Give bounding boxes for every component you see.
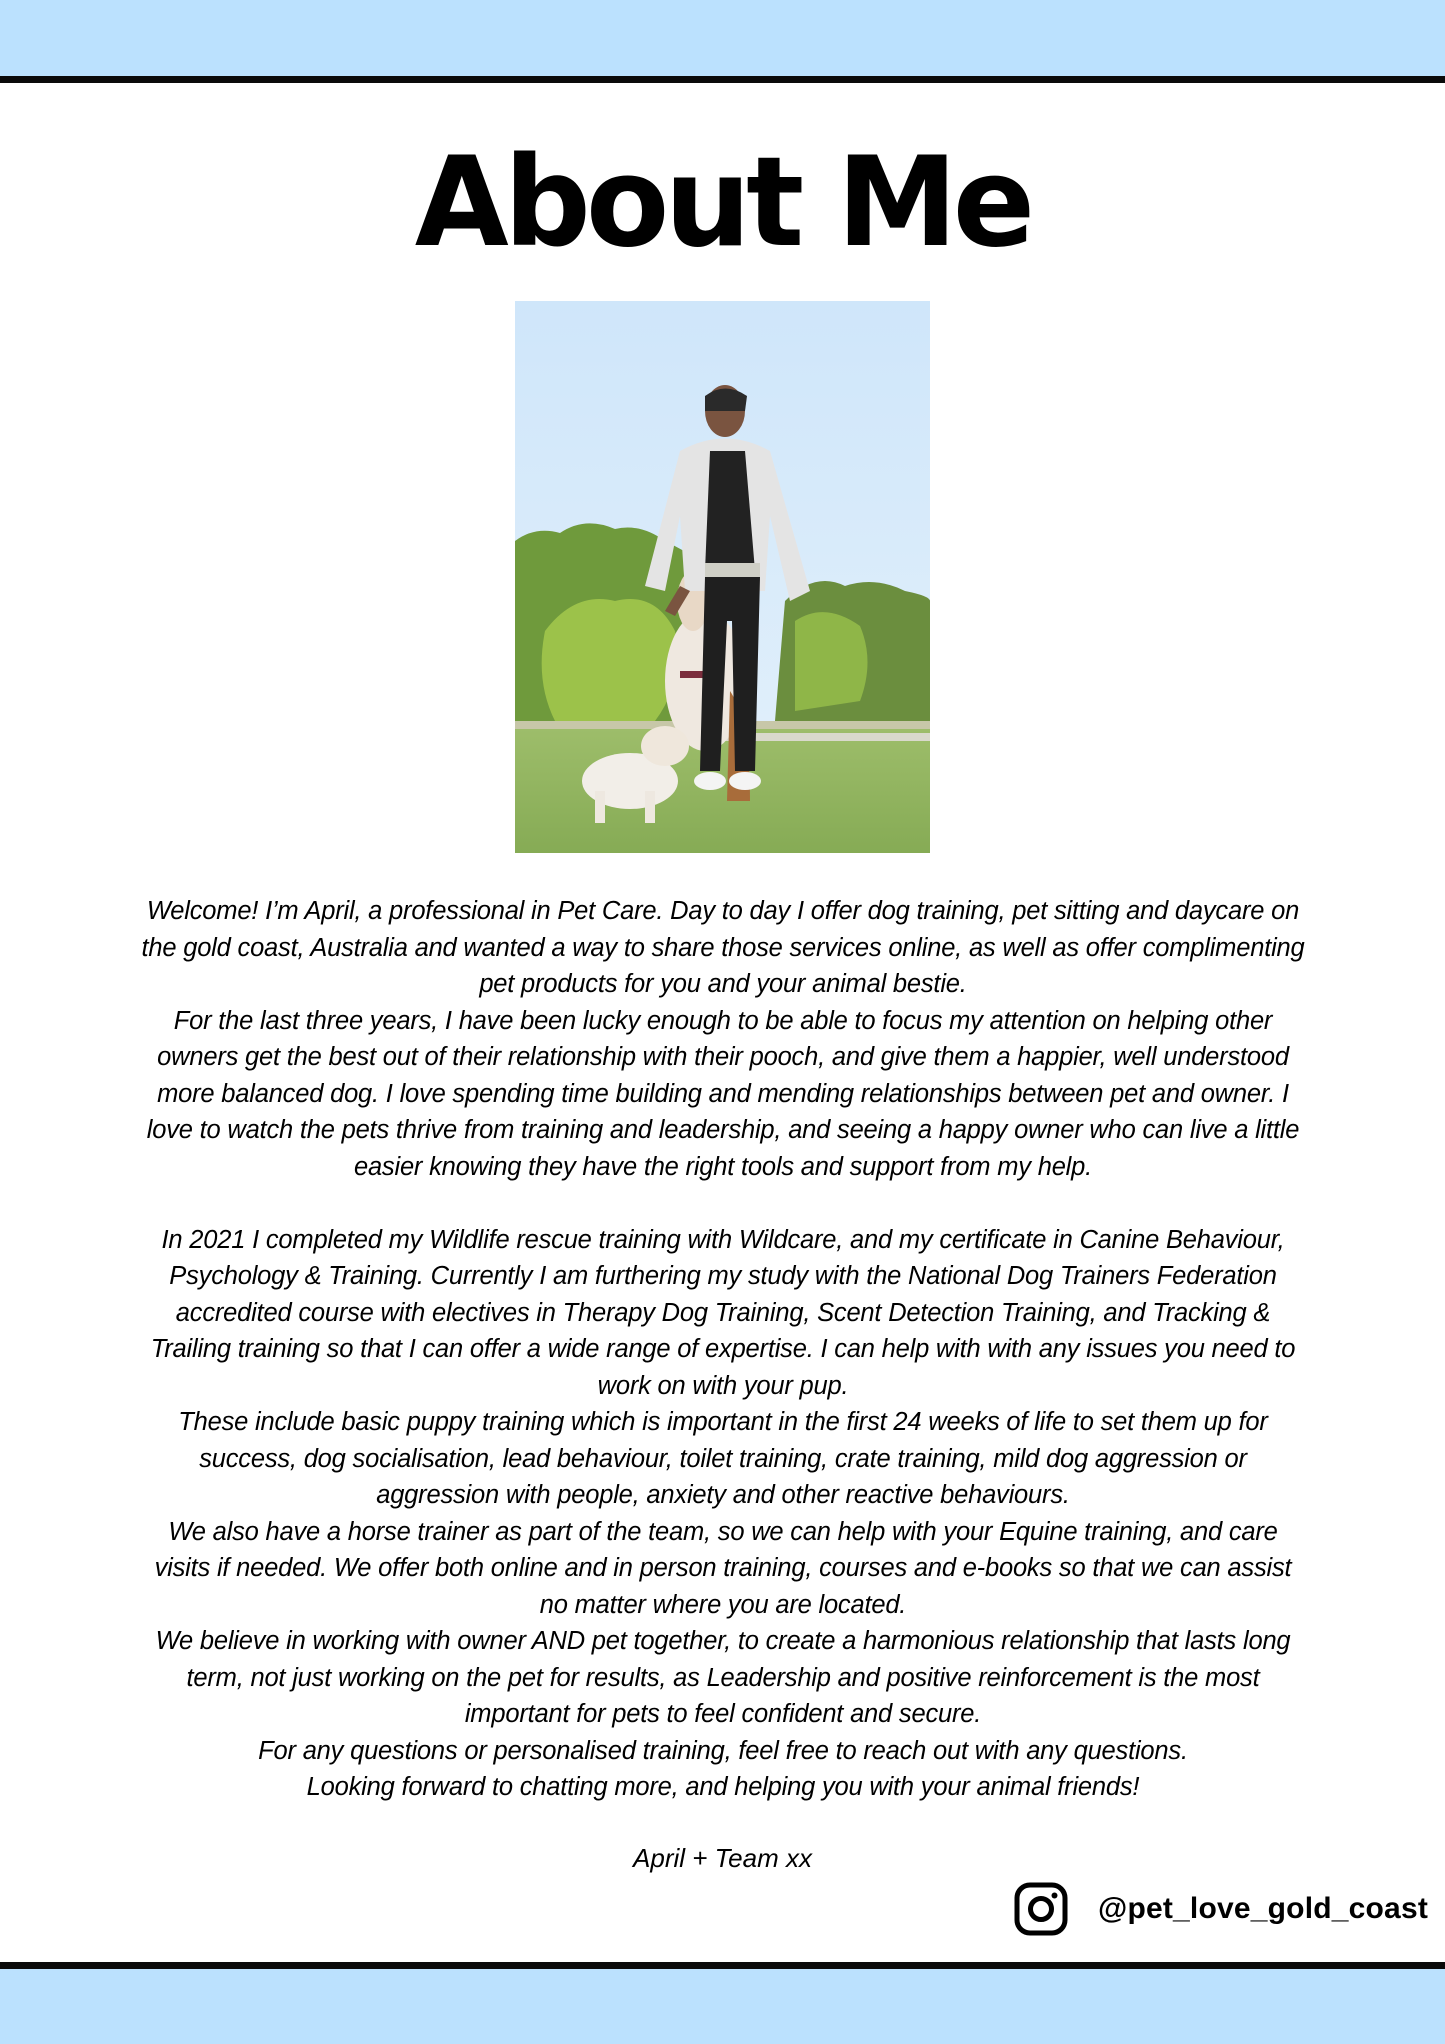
about-paragraph-philosophy: We believe in working with owner AND pet together, to create a harmonious relationship that lasts long term, not just working on the pet for results, as Leadership and positive reinforcement is the most important for pets to feel confident and secure. [155,1627,1291,1728]
page-title: About Me [414,131,1031,275]
instagram-link[interactable] [1014,1881,1428,1937]
about-body [138,893,1308,1806]
profile-photo [515,301,930,853]
about-paragraph-contact: For any questions or personalised training, feel free to reach out with any questions. [258,1736,1188,1765]
header-band [0,0,1445,76]
about-paragraph-qualifications: In 2021 I completed my Wildlife rescue training with Wildcare, and my certificate in Canine Behaviour, Psychology & Training. Currently I am furthering my study with the National Dog Trainers Federation accredited course with electives in Therapy Dog Training, Scent Detection Training, and Tracking & Trailing training so that I can offer a wide range of expertise. I can help with with any issues you need to work on with your pup. [150,1225,1296,1400]
about-paragraph-equine: We also have a horse trainer as part of the team, so we can help with your Equine training, and care visits if needed. We offer both online and in person training, courses and e-books so that we can assist no matter where you are located. [154,1517,1292,1619]
about-paragraph-services: These include basic puppy training which is important in the first 24 weeks of life to set them up for success, dog socialisation, lead behaviour, toilet training, crate training, mild dog aggression or aggression with people, anxiety and other reactive behaviours. [178,1408,1268,1509]
footer-rule [0,1962,1445,1969]
instagram-handle[interactable]: @pet_love_gold_coast [1098,1892,1429,1925]
signature: April + Team xx [633,1843,812,1873]
footer-band [0,1969,1445,2044]
instagram-icon [1014,1882,1068,1936]
about-paragraph-welcome: Welcome! I’m April, a professional in Pet Care. Day to day I offer dog training, pet sitting and daycare on the gold coast, Australia and wanted a way to share those services online, as well as offer complimenting pet products for you and your animal bestie. [141,897,1305,998]
paragraph-gap [138,1185,1308,1222]
about-paragraph-experience: For the last three years, I have been lucky enough to be able to focus my attention on helping other owners get the best out of their relationship with their pooch, and give them a happier, well understood more balanced dog. I love spending time building and mending relationships between pet and owner. I love to watch the pets thrive from training and leadership, and seeing a happy owner who can live a little easier knowing they have the right tools and support from my help. [146,1006,1300,1181]
header-rule [0,76,1445,83]
about-paragraph-closing: Looking forward to chatting more, and helping you with your animal friends! [306,1773,1140,1801]
